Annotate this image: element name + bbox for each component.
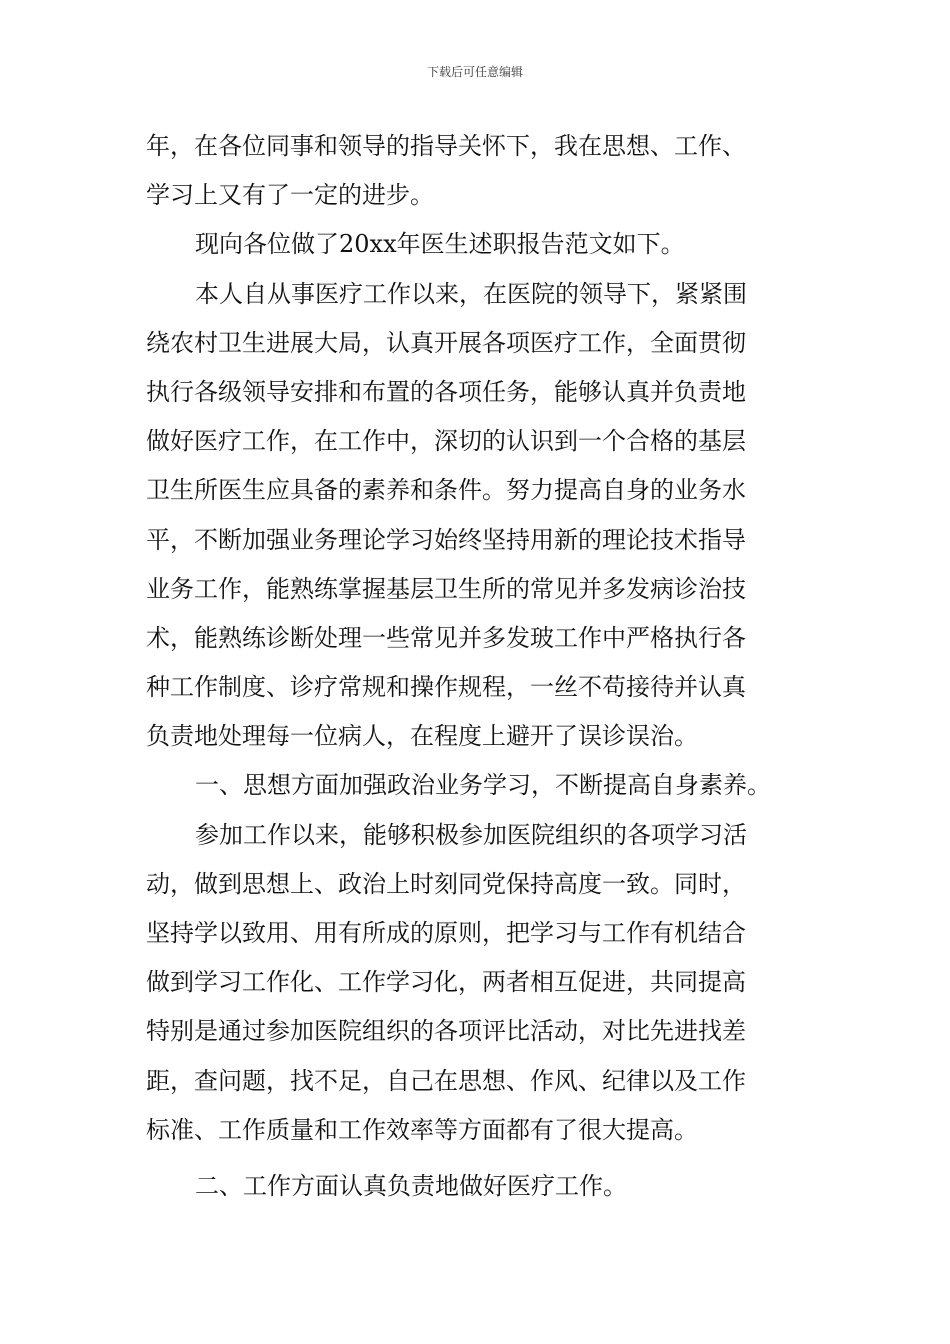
text-line: 特别是通过参加医院组织的各项评比活动，对比先进找差: [146, 1017, 746, 1046]
text-line: 本人自从事医疗工作以来，在医院的领导下，紧紧围: [195, 279, 747, 308]
text-line: 动，做到思想上、政治上时刻同党保持高度一致。同时，: [146, 869, 746, 898]
text-line: 现向各位做了20xx年医生述职报告范文如下。: [195, 230, 685, 259]
text-line: 术，能熟练诊断处理一些常见并多发玻工作中严格执行各: [146, 623, 746, 652]
text-line: 学习上又有了一定的进步。: [146, 181, 434, 210]
text-line: 做到学习工作化、工作学习化，两者相互促进，共同提高: [146, 968, 746, 997]
text-line: 坚持学以致用、用有所成的原则，把学习与工作有机结合: [146, 919, 746, 947]
text-line: 参加工作以来，能够积极参加医院组织的各项学习活: [195, 820, 747, 849]
text-line: 做好医疗工作，在工作中，深切的认识到一个合格的基层: [146, 427, 746, 456]
text-line: 绕农村卫生进展大局，认真开展各项医疗工作，全面贯彻: [146, 328, 746, 357]
text-line: 业务工作，能熟练掌握基层卫生所的常见并多发病诊治技: [146, 574, 746, 603]
section-heading: 一、思想方面加强政治业务学习，不断提高自身素养。: [195, 771, 771, 800]
text-line: 执行各级领导安排和布置的各项任务，能够认真并负责地: [146, 377, 746, 406]
header-note: 下载后可任意编辑: [426, 65, 523, 79]
text-line: 种工作制度、诊疗常规和操作规程，一丝不苟接待并认真: [146, 673, 746, 702]
text-line: 负责地处理每一位病人，在程度上避开了误诊误治。: [146, 722, 698, 751]
document-body: [146, 122, 808, 1211]
text-line: 年，在各位同事和领导的指导关怀下，我在思想、工作、: [146, 132, 746, 160]
text-line: 卫生所医生应具备的素养和条件。努力提高自身的业务水: [146, 476, 746, 505]
text-line: 平，不断加强业务理论学习始终坚持用新的理论技术指导: [146, 525, 746, 554]
text-line: 标准、工作质量和工作效率等方面都有了很大提高。: [146, 1115, 698, 1144]
section-heading: 二、工作方面认真负责地做好医疗工作。: [195, 1171, 627, 1200]
text-line: 距，查问题，找不足，自己在思想、作风、纪律以及工作: [146, 1066, 746, 1095]
